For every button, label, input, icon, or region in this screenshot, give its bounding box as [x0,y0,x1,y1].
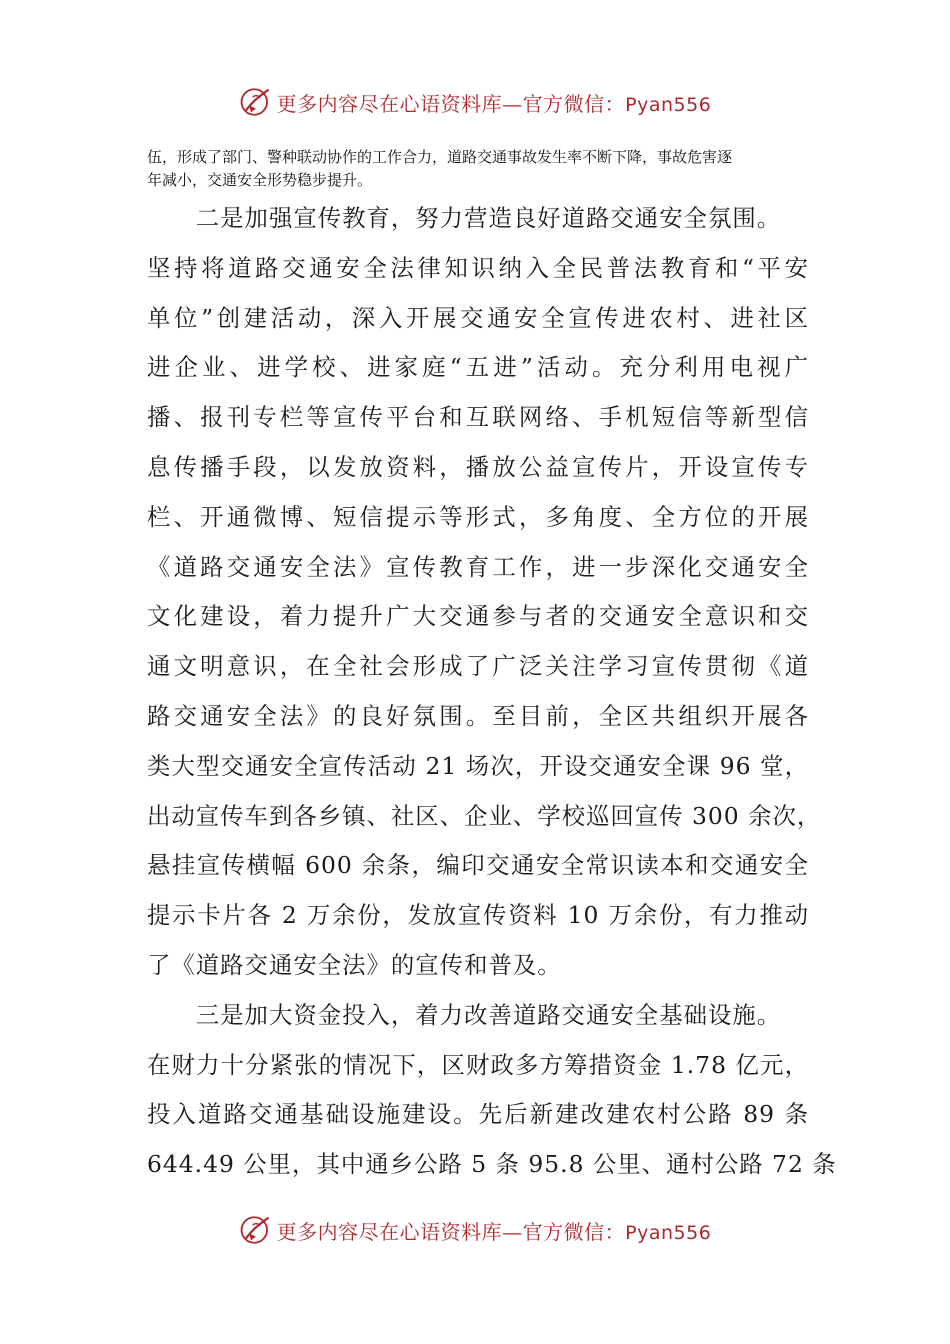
para2-line: 息传播手段，以发放资料，播放公益宣传片，开设宣传专 [147,452,809,481]
pen-logo-icon [239,85,273,119]
footer-banner [0,1210,950,1250]
para2-line: 进企业、进学校、进家庭“五进”活动。充分利用电视广 [147,353,809,382]
intro-line: 年减小，交通安全形势稳步提升。 [147,171,373,189]
wechat-id: Pyan556 [625,93,712,116]
intro-paragraph [147,146,807,192]
wechat-id: Pyan556 [625,1221,712,1244]
para2-line: 二是加强宣传教育，努力营造良好道路交通安全氛围。 [147,204,782,232]
intro-line: 伍，形成了部门、警种联动协作的工作合力，道路交通事故发生率不断下降，事故危害逐 [147,148,733,166]
para2-line: 类大型交通安全宣传活动 21 场次，开设交通安全课 96 堂， [147,751,809,780]
para2-line: 悬挂宣传横幅 600 余条，编印交通安全常识读本和交通安全 [147,851,809,880]
para3-line: 在财力十分紧张的情况下，区财政多方筹措资金 1.78 亿元， [147,1050,809,1079]
para2-line: 了《道路交通安全法》的宣传和普及。 [147,950,562,979]
para2-line: 出动宣传车到各乡镇、社区、企业、学校巡回宣传 300 余次， [147,801,822,830]
para2-line: 提示卡片各 2 万余份，发放宣传资料 10 万余份，有力推动 [147,901,809,930]
para2-line: 单位”创建活动，深入开展交通安全宣传进农村、进社区 [147,303,809,332]
pen-logo-icon [239,1213,273,1247]
body-text [147,194,837,1190]
para3-line: 644.49 公里，其中通乡公路 5 条 95.8 公里、通村公路 72 条 [147,1150,837,1179]
para2-line: 栏、开通微博、短信提示等形式，多角度、全方位的开展 [147,502,809,531]
banner-text: 更多内容尽在心语资料库—官方微信：Pyan556 [276,91,712,116]
para2-line: 文化建设，着力提升广大交通参与者的交通安全意识和交 [147,602,809,631]
para3-line: 三是加大资金投入，着力改善道路交通安全基础设施。 [147,1000,782,1029]
para3-line: 投入道路交通基础设施建设。先后新建改建农村公路 89 条 [147,1100,809,1129]
para2-line: 坚持将道路交通安全法律知识纳入全民普法教育和“平安 [147,253,809,282]
para2-line: 播、报刊专栏等宣传平台和互联网络、手机短信等新型信 [147,403,809,432]
header-banner [0,82,950,122]
para2-line: 路交通安全法》的良好氛围。至目前，全区共组织开展各 [147,701,809,730]
para2-line: 通文明意识，在全社会形成了广泛关注学习宣传贯彻《道 [147,652,809,681]
banner-text: 更多内容尽在心语资料库—官方微信：Pyan556 [276,1219,712,1244]
para2-line: 《道路交通安全法》宣传教育工作，进一步深化交通安全 [147,552,809,581]
